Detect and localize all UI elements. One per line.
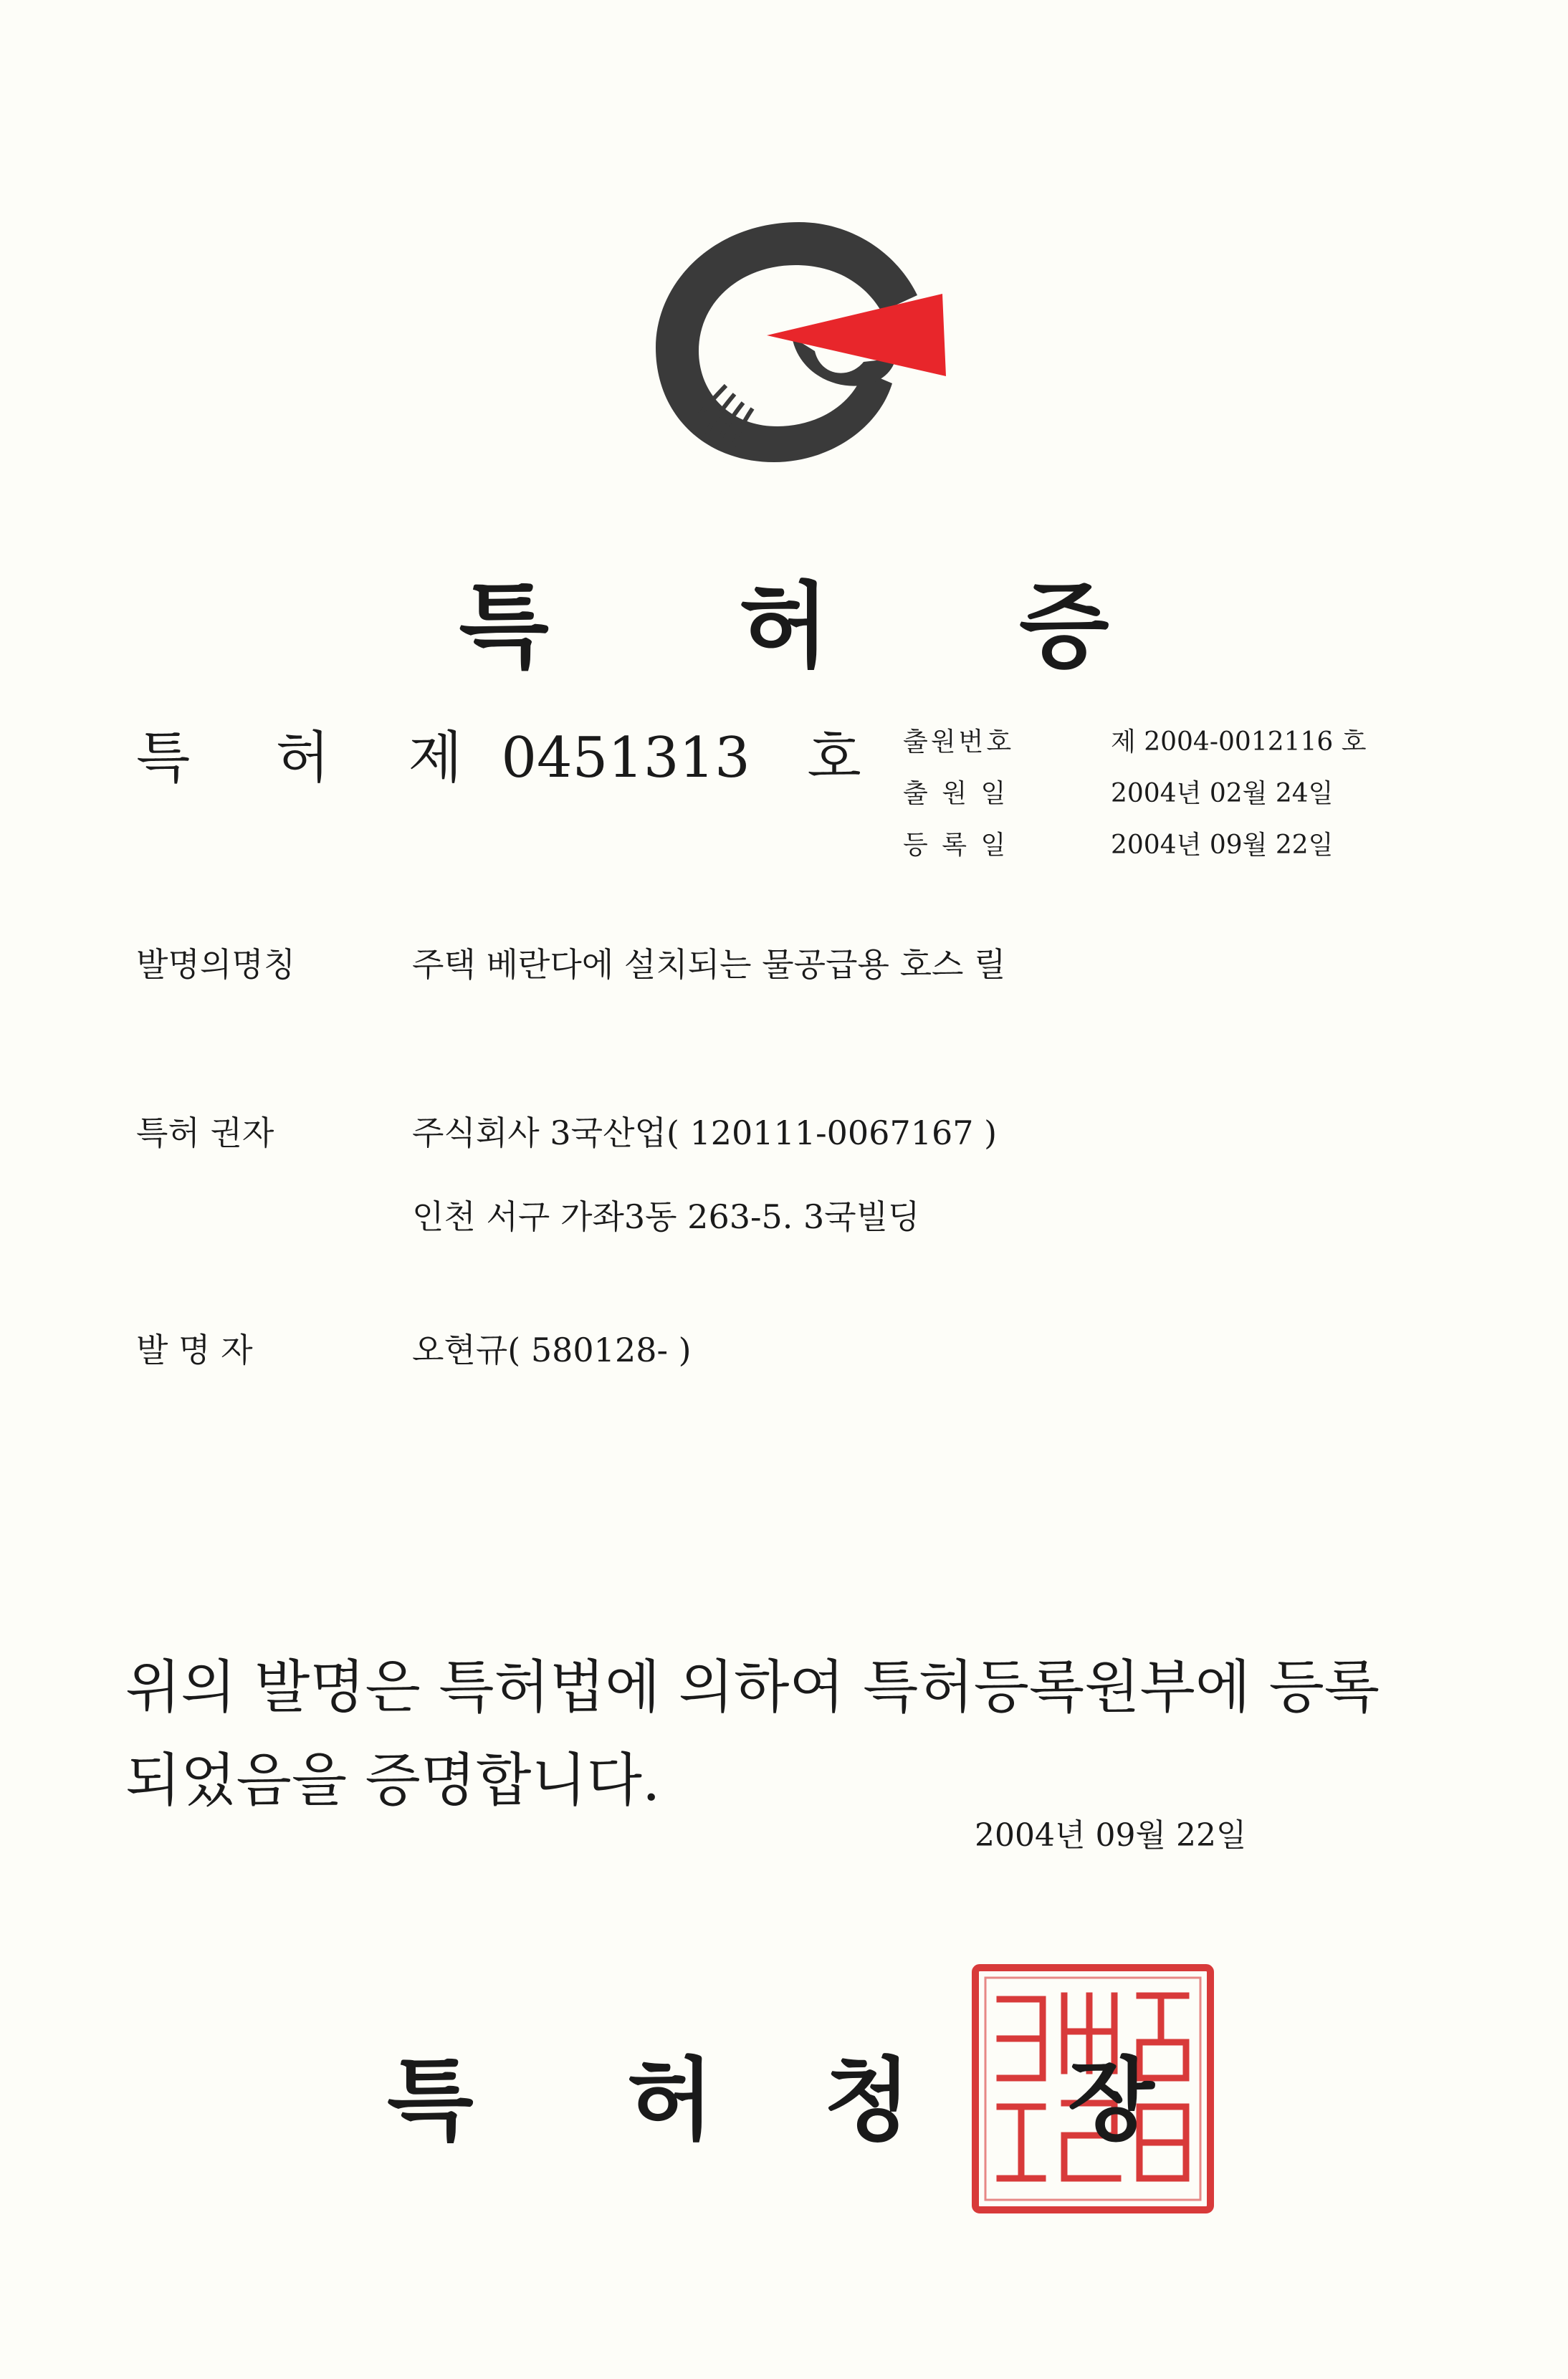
patentee-address: 인천 서구 가좌3동 263-5. 3국빌딩 xyxy=(412,1197,920,1236)
office-char-1: 특 xyxy=(387,2049,474,2153)
meta-value: 제 2004-0012116 호 xyxy=(1111,727,1367,757)
patent-label-2: 허 xyxy=(275,726,330,790)
patentee-label: 특허 권자 xyxy=(136,1114,274,1152)
patent-number-line xyxy=(136,713,861,793)
application-meta xyxy=(903,717,1367,871)
meta-value: 2004년 02월 24일 xyxy=(1111,779,1334,808)
meta-label: 등 록 일 xyxy=(903,831,1009,860)
inventor-value: 오현규( 580128- ) xyxy=(412,1331,692,1369)
invention-title-value: 주택 베란다에 설치되는 물공급용 호스 릴 xyxy=(412,945,1006,984)
meta-label: 출 원 일 xyxy=(903,779,1009,808)
patent-label-1: 특 xyxy=(136,726,191,790)
meta-row-registration-date xyxy=(903,820,1367,871)
meta-row-filing-date xyxy=(903,768,1367,820)
statement-line-2: 되었음을 증명합니다. xyxy=(125,1747,661,1814)
patent-label-3: 제 xyxy=(408,726,462,790)
patent-number: 0451313 xyxy=(501,726,750,790)
kipo-logo-icon xyxy=(649,215,950,473)
meta-label: 출원번호 xyxy=(903,727,1015,757)
meta-value: 2004년 09월 22일 xyxy=(1111,831,1334,860)
certification-statement xyxy=(125,1641,1473,1827)
patentee-name: 주식회사 3국산업( 120111-0067167 ) xyxy=(412,1114,998,1152)
office-char-4: 장 xyxy=(1068,2049,1155,2153)
statement-line-1: 위의 발명은 특허법에 의하여 특허등록원부에 등록 xyxy=(125,1654,1380,1720)
office-char-3: 청 xyxy=(824,2049,911,2153)
patent-suffix: 호 xyxy=(807,726,861,790)
inventor-label: 발 명 자 xyxy=(136,1331,253,1369)
invention-title-label: 발명의명칭 xyxy=(136,945,296,984)
meta-row-application-number xyxy=(903,717,1367,768)
issue-date: 2004년 09월 22일 xyxy=(975,1817,1247,1854)
office-char-2: 허 xyxy=(627,2049,714,2153)
document-title: 특 허 증 xyxy=(459,572,1188,681)
